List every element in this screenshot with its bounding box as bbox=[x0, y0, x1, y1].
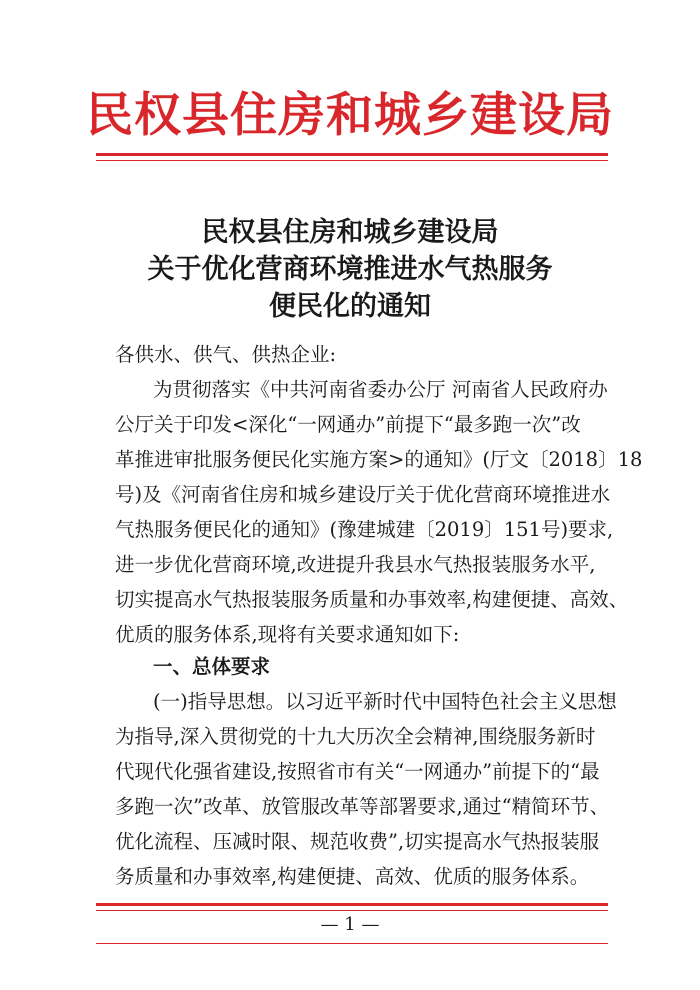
salutation: 各供水、供气、供热企业: bbox=[115, 343, 337, 366]
footer-rule-thick bbox=[96, 903, 608, 906]
footer-rule-thin bbox=[96, 910, 608, 911]
document-title-line-2: 关于优化营商环境推进水气热服务 bbox=[147, 254, 553, 285]
paragraph-2-line: 为指导,深入贯彻党的十九大历次全会精神,围绕服务新时 bbox=[115, 725, 596, 748]
page-number: — 1 — bbox=[320, 914, 380, 935]
document-title-line-3: 便民化的通知 bbox=[269, 291, 431, 322]
document-title-line-1: 民权县住房和城乡建设局 bbox=[201, 217, 499, 248]
paragraph-1-line: 革推进审批服务便民化实施方案>的通知》(厅文〔2018〕18 bbox=[115, 448, 643, 471]
paragraph-1-line: 切实提高水气热报装服务质量和办事效率,构建便捷、高效、 bbox=[115, 588, 629, 611]
section-1-heading: 一、总体要求 bbox=[153, 655, 271, 678]
document-header-org-name: 民权县住房和城乡建设局 bbox=[86, 88, 614, 143]
paragraph-1-line: 公厅关于印发<深化“一网通办”前提下“最多跑一次”改 bbox=[115, 413, 581, 436]
paragraph-1-line: 优质的服务体系,现将有关要求通知如下: bbox=[115, 623, 460, 646]
paragraph-2-line: 多跑一次”改革、放管服改革等部署要求,通过“精简环节、 bbox=[115, 795, 610, 818]
paragraph-2-line: 代现代化强省建设,按照省市有关“一网通办”前提下的“最 bbox=[115, 760, 600, 783]
paragraph-1-line: 进一步优化营商环境,改进提升我县水气热报装服务水平, bbox=[115, 553, 596, 576]
paragraph-2-line: (一)指导思想。以习近平新时代中国特色社会主义思想 bbox=[153, 690, 617, 713]
header-rule-thin bbox=[96, 160, 608, 161]
paragraph-1-line: 为贯彻落实《中共河南省委办公厅 河南省人民政府办 bbox=[153, 378, 608, 401]
paragraph-2-line: 优化流程、压减时限、规范收费”,切实提高水气热报装服 bbox=[115, 830, 600, 853]
paragraph-2-line: 务质量和办事效率,构建便捷、高效、优质的服务体系。 bbox=[115, 865, 590, 888]
paragraph-1-line: 号)及《河南省住房和城乡建设厅关于优化营商环境推进水 bbox=[115, 483, 611, 506]
footer-rule-bottom bbox=[96, 943, 608, 944]
paragraph-1-line: 气热服务便民化的通知》(豫建城建〔2019〕151号)要求, bbox=[115, 518, 614, 541]
header-rule-thick bbox=[96, 153, 608, 156]
